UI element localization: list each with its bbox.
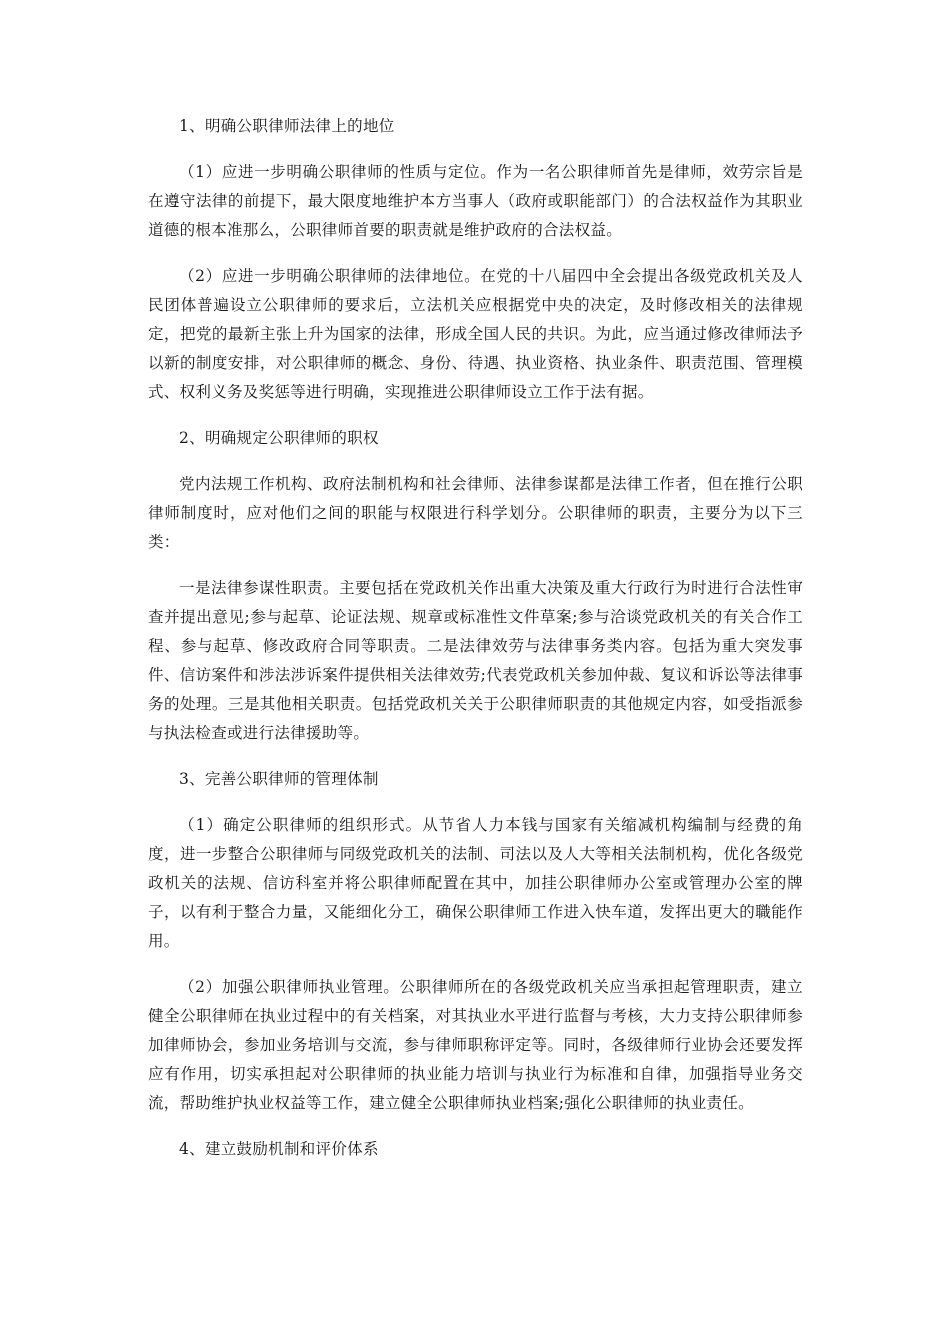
document-page — [148, 112, 803, 1181]
paragraph-division-of-powers: 党内法规工作机构、政府法制机构和社会律师、法律参谋都是法律工作者，但在推行公职律师制度时，应对他们之间的职能与权限进行科学划分。公职律师的职责，主要分为以下三类： — [148, 475, 803, 551]
section-heading-1: 1、明确公职律师法律上的地位 — [179, 117, 395, 135]
section-heading-3: 3、完善公职律师的管理体制 — [179, 770, 379, 788]
paragraph-organization-form: （1）确定公职律师的组织形式。从节省人力本钱与国家有关缩减机构编制与经费的角度，进一步整合公职律师与同级党政机关的法制、司法以及人大等相关法制机构，优化各级党政机关的法规、信访科室并将公职律师配置在其中，加挂公职律师办公室或管理办公室的牌子，以有利于整合力量，又能细化分工，确保公职律师工作进入快车道，发挥出更大的職能作用。 — [148, 816, 803, 950]
section-heading-2: 2、明确规定公职律师的职权 — [179, 429, 379, 447]
paragraph-practice-management: （2）加强公职律师执业管理。公职律师所在的各级党政机关应当承担起管理职责，建立健全公职律师在执业过程中的有关档案，对其执业水平进行监督与考核，大力支持公职律师参加律师协会，参加业务培训与交流，参与律师职称评定等。同时，各级律师行业协会还要发挥应有作用，切实承担起对公职律师的执业能力培训与执业行为标准和自律，加强指导业务交流，帮助维护执业权益等工作，建立健全公职律师执业档案;强化公职律师的执业责任。 — [148, 978, 803, 1112]
paragraph-three-duties: 一是法律参谋性职责。主要包括在党政机关作出重大决策及重大行政行为时进行合法性审查并提出意见;参与起草、论证法规、规章或标准性文件草案;参与洽谈党政机关的有关合作工程、参与起草、修改政府合同等职责。二是法律效劳与法律事务类内容。包括为重大突发事件、信访案件和涉法涉诉案件提供相关法律效劳;代表党政机关参加仲裁、复议和诉讼等法律事务的处理。三是其他相关职责。包括党政机关关于公职律师职责的其他规定内容，如受指派参与执法检查或进行法律援助等。 — [148, 579, 803, 742]
paragraph-nature-positioning: （1）应进一步明确公职律师的性质与定位。作为一名公职律师首先是律师，效劳宗旨是在遵守法律的前提下，最大限度地维护本方当事人（政府或职能部门）的合法权益作为其职业道德的根本准那么，公职律师首要的职责就是维护政府的合法权益。 — [148, 163, 803, 239]
paragraph-legal-status: （2）应进一步明确公职律师的法律地位。在党的十八届四中全会提出各级党政机关及人民团体普遍设立公职律师的要求后，立法机关应根据党中央的决定，及时修改相关的法律规定，把党的最新主张上升为国家的法律，形成全国人民的共识。为此，应当通过修改律师法予以新的制度安排，对公职律师的概念、身份、待遇、执业资格、执业条件、职责范围、管理模式、权利义务及奖惩等进行明确，实现推进公职律师设立工作于法有据。 — [148, 267, 803, 401]
section-heading-4: 4、建立鼓励机制和评价体系 — [179, 1140, 379, 1158]
